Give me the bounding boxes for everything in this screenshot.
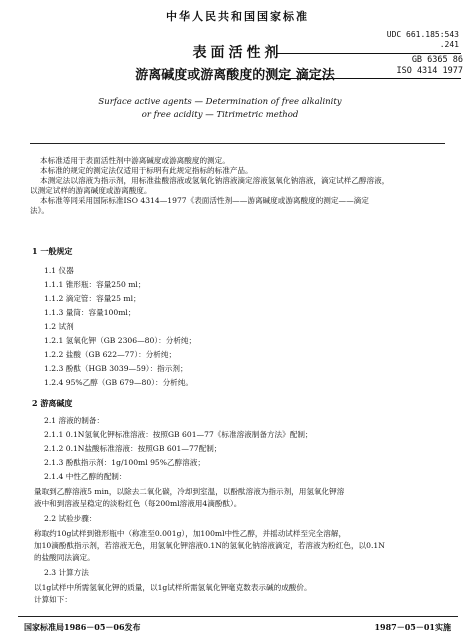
list-item: 1.1.2 滴定管：容量25 ml； — [44, 294, 141, 303]
section-2-list — [44, 414, 313, 484]
list-item: 2.1 溶液的制备： — [44, 416, 105, 425]
section-2-step-heading: 2.2 试验步骤： — [44, 514, 97, 523]
intro-line: 本标准的规定的测定法仅适用于标明有此规定指标的标准产品。 — [40, 166, 253, 175]
list-item: 1.1 仪器 — [44, 266, 74, 275]
paragraph-line: 的盐酸同法滴定。 — [34, 553, 95, 562]
udc-line-2: .241 — [439, 40, 459, 49]
section-2-paragraph-2 — [34, 528, 385, 564]
list-item: 2.1.2 0.1N盐酸标准溶液：按照GB 601—77配制； — [44, 444, 222, 453]
intro-line: 以测定试样的游离碱度或游离酸度。 — [30, 186, 152, 195]
english-title-line-1: Surface active agents — Determination of free alkalinity — [98, 97, 342, 107]
iso-number: ISO 4314 1977 — [396, 66, 463, 76]
intro-line: 法》。 — [30, 206, 49, 215]
approval-date: 国家标准局1986－05－06发布 — [24, 622, 141, 632]
paragraph-line: 加10滴酚酞指示剂，若溶液无色，用氢氧化钾溶液0.1N的氢氧化钠溶液滴定，若溶液为粉红色，以0.1N — [34, 541, 385, 550]
list-item: 1.2.3 酚酞（HGB 3039—59）：指示剂； — [44, 364, 188, 373]
paragraph-line: 液中和到溶液呈稳定的淡粉红色（每200ml溶液用4滴酚酞）。 — [34, 499, 242, 508]
paragraph-line: 量取到乙醇溶液5 min，以除去二氧化碳，冷却到室温，以酚酞溶液为指示剂，用氢氧化钾溶 — [34, 487, 345, 496]
section-2-calc-heading: 2.3 计算方法 — [44, 568, 89, 577]
gb-number: GB 6365 86 — [411, 55, 463, 65]
list-item: 2.1.1 0.1N氢氧化钾标准溶液：按照GB 601—77《标准溶液制备方法》配制； — [44, 430, 313, 439]
effective-date: 1987－05－01实施 — [374, 622, 451, 632]
document-title: 表面活性剂 — [192, 45, 283, 61]
intro-line: 本标准等同采用国际标准ISO 4314—1977《表面活性剂——游离碱度或游离酸度的测定——滴定 — [40, 196, 369, 205]
title-divider — [30, 143, 445, 144]
issuing-organization: 中华人民共和国国家标准 — [166, 10, 309, 23]
list-item: 1.1.1 锥形瓶：容量250 ml； — [44, 280, 146, 289]
paragraph-line: 计算如下： — [34, 595, 72, 604]
intro-paragraph — [30, 156, 390, 216]
list-item: 2.1.4 中性乙醇的配制： — [44, 472, 127, 481]
section-1-heading: 1 一般规定 — [32, 246, 73, 256]
section-2-paragraph-3 — [34, 582, 312, 606]
list-item: 2.1.3 酚酞指示剂：1g/100ml 95%乙醇溶液； — [44, 458, 205, 467]
list-item: 1.2.1 氢氧化钾（GB 2306—80）：分析纯； — [44, 336, 197, 345]
english-title-line-2: or free acidity — Titrimetric method — [141, 110, 299, 120]
list-item: 1.2.2 盐酸（GB 622—77）：分析纯； — [44, 350, 177, 359]
section-2-heading: 2 游离碱度 — [32, 398, 73, 408]
list-item: 1.2 试剂 — [44, 322, 74, 331]
section-2-paragraph-1 — [34, 486, 344, 510]
section-1-list — [44, 264, 196, 390]
footer-rule — [18, 616, 458, 617]
paragraph-line: 以1g试样中所需氢氧化钾的质量，以1g试样所需氢氧化钾毫克数表示碱的成酸价。 — [34, 583, 312, 592]
paragraph-line: 称取约10g试样到锥形瓶中（称准至0.001g），加100ml中性乙醇，并摇动试样至完全溶解， — [34, 529, 347, 538]
udc-line-1: UDC 661.185:543 — [386, 30, 459, 39]
list-item: 1.2.4 95%乙醇（GB 679—80）：分析纯。 — [44, 378, 193, 387]
intro-line: 本标准适用于表面活性剂中游离碱度或游离酸度的测定。 — [40, 156, 230, 165]
intro-line: 本测定法以溶液为指示剂，用标准盐酸溶液或氢氧化钠溶液滴定溶液氢氧化钠溶液，滴定试样乙醇溶液， — [40, 176, 390, 185]
list-item: 1.1.3 量筒：容量100ml； — [44, 308, 136, 317]
document-subtitle: 游离碱度或游离酸度的测定 滴定法 — [135, 68, 335, 83]
